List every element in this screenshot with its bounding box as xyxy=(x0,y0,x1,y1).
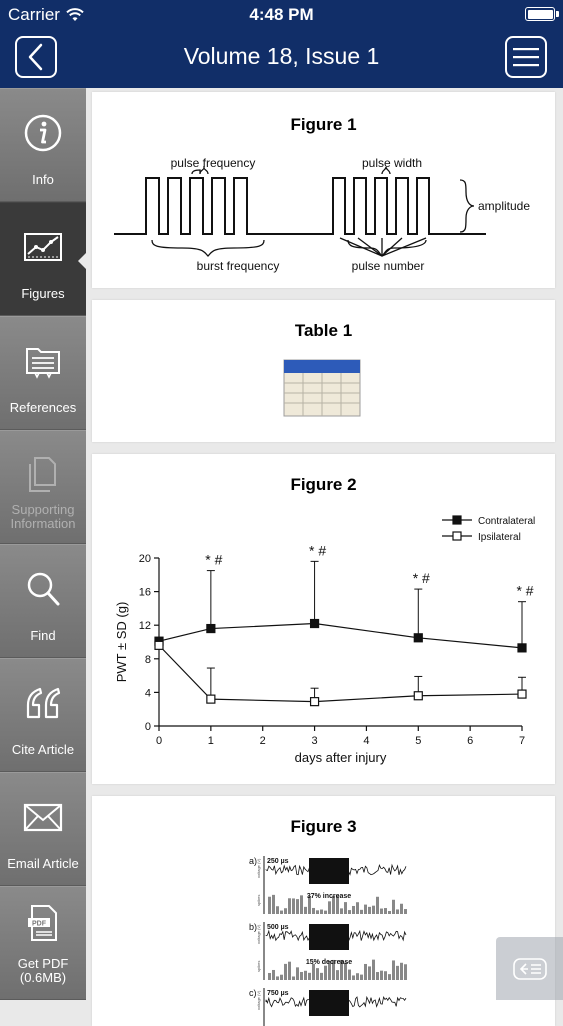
clock: 4:48 PM xyxy=(249,5,314,24)
stimulus-block xyxy=(309,858,349,884)
figure-title: Figure 1 xyxy=(290,115,357,134)
figures-chart-icon xyxy=(23,227,63,267)
spike-bar xyxy=(316,968,319,980)
spike-bar xyxy=(372,906,375,914)
spike-bar xyxy=(392,900,395,914)
chart-series xyxy=(155,542,534,705)
spike-bar xyxy=(292,898,295,914)
stimulus-block xyxy=(309,990,349,1016)
y-tick-label: 4 xyxy=(144,687,151,700)
spike-bar xyxy=(296,899,299,914)
spike-bar xyxy=(364,905,367,914)
spike-bar xyxy=(356,902,359,914)
hamburger-menu-icon xyxy=(513,46,539,68)
spike-bar xyxy=(312,964,315,980)
sidebar-item-get-pdf[interactable] xyxy=(0,886,86,1000)
data-point xyxy=(414,692,422,700)
panel-letter: a) xyxy=(249,856,258,866)
table-1-card[interactable] xyxy=(92,300,555,442)
spike-bar xyxy=(272,895,275,914)
spike-bar xyxy=(316,910,319,914)
figure-title: Figure 2 xyxy=(290,475,357,494)
x-tick-label: 4 xyxy=(363,735,370,747)
table-icon xyxy=(283,359,363,419)
pwt-line-chart xyxy=(92,454,555,784)
spike-bar xyxy=(320,973,323,980)
x-tick-label: 6 xyxy=(467,735,474,747)
sidebar-item-label: Info xyxy=(32,172,54,187)
x-tick-label: 7 xyxy=(518,735,526,747)
y-tick-label: 12 xyxy=(138,620,151,633)
sidebar-item-label: References xyxy=(9,400,77,415)
spike-bar xyxy=(324,911,327,914)
data-point xyxy=(311,620,319,628)
info-icon xyxy=(23,113,63,153)
spike-bar xyxy=(400,963,403,980)
panel-caption: 15% decrease xyxy=(305,959,353,966)
data-point xyxy=(518,690,526,698)
y-tick-label: 8 xyxy=(144,653,151,666)
significance-annotation: * # xyxy=(309,542,327,559)
chart-legend xyxy=(442,516,535,543)
spike-bar xyxy=(284,908,287,914)
table-title: Table 1 xyxy=(294,321,353,340)
envelope-icon xyxy=(23,797,63,837)
spike-bar xyxy=(348,910,351,914)
spike-bar xyxy=(404,964,407,980)
sidebar-item-cite-article[interactable] xyxy=(0,658,86,772)
x-tick-label: 0 xyxy=(155,735,163,747)
spike-bar xyxy=(368,966,371,980)
spike-bar xyxy=(372,960,375,980)
spike-bar xyxy=(388,974,391,980)
spike-bar xyxy=(328,901,331,914)
spike-bar xyxy=(336,970,339,980)
spike-bar xyxy=(300,895,303,914)
amplitude-label: amplitude xyxy=(478,199,531,213)
sidebar-item-label: Find xyxy=(30,628,56,643)
spikes-axis-label: spikes xyxy=(256,960,261,972)
panel-letter: c) xyxy=(249,988,257,998)
sidebar-item-label: Cite Article xyxy=(11,742,75,757)
spike-bar xyxy=(280,911,283,914)
spike-bar xyxy=(304,971,307,980)
legend-marker xyxy=(453,532,461,540)
figure-1-card[interactable] xyxy=(92,92,555,288)
spike-bar xyxy=(380,909,383,914)
significance-annotation: * # xyxy=(412,570,430,587)
spike-bar xyxy=(304,907,307,914)
stimulus-duration-label: 500 µs xyxy=(267,924,289,931)
spike-bar xyxy=(324,966,327,980)
spike-bar xyxy=(268,973,271,980)
voltage-axis-label: voltage (V) xyxy=(256,858,261,878)
spike-recording-figure xyxy=(92,796,555,1026)
x-tick-label: 3 xyxy=(311,735,318,747)
spike-bar xyxy=(364,964,367,980)
spike-bar xyxy=(344,902,347,914)
sidebar xyxy=(0,88,86,1000)
data-point xyxy=(207,625,215,633)
sidebar-item-references[interactable] xyxy=(0,316,86,430)
spike-bar xyxy=(296,967,299,980)
spike-bar xyxy=(352,975,355,980)
y-tick-label: 16 xyxy=(138,586,151,599)
chart-axes xyxy=(139,553,525,747)
figure-2-card[interactable] xyxy=(92,454,555,784)
x-tick-label: 1 xyxy=(207,735,214,747)
panel-caption: 37% increase xyxy=(306,893,352,900)
spike-bar xyxy=(356,973,359,980)
spike-bar xyxy=(348,970,351,980)
documents-icon xyxy=(23,455,63,495)
battery-icon xyxy=(525,7,555,21)
pdf-icon xyxy=(23,903,63,943)
spike-bar xyxy=(268,897,271,914)
spike-bar xyxy=(376,972,379,980)
legend-marker xyxy=(453,516,461,524)
x-tick-label: 2 xyxy=(259,735,266,747)
pulse-width-label: pulse width xyxy=(361,156,423,170)
chart-x-axis-label: days after injury xyxy=(294,750,387,765)
spike-bar xyxy=(288,962,291,980)
spike-bar xyxy=(392,960,395,980)
menu-button[interactable] xyxy=(505,36,547,78)
spike-bar xyxy=(360,975,363,980)
spike-bar xyxy=(396,909,399,914)
spike-bar xyxy=(300,972,303,980)
status-bar xyxy=(0,0,563,30)
stimulus-duration-label: 250 µs xyxy=(267,858,289,865)
spike-bar xyxy=(368,907,371,914)
figures-list xyxy=(86,88,563,1010)
voltage-axis-label: voltage (V) xyxy=(256,924,261,944)
figure-3-card[interactable] xyxy=(92,796,555,1026)
sidebar-item-supporting-information[interactable] xyxy=(0,430,86,544)
legend-entry: Contralateral xyxy=(478,516,536,527)
pulse-diagram xyxy=(92,92,555,288)
data-point xyxy=(414,634,422,642)
series-line-1 xyxy=(159,645,522,701)
spike-bar xyxy=(280,975,283,980)
spike-bar xyxy=(312,908,315,914)
sidebar-item-info[interactable] xyxy=(0,88,86,202)
stimulus-duration-label: 750 µs xyxy=(267,990,289,997)
data-point xyxy=(518,644,526,652)
legend-entry: Ipsilateral xyxy=(478,532,521,543)
spike-bar xyxy=(288,898,291,914)
spike-bar xyxy=(388,911,391,914)
quote-icon xyxy=(23,683,63,723)
chart-y-axis-label: PWT ± SD (g) xyxy=(114,601,129,683)
sidebar-item-find[interactable] xyxy=(0,544,86,658)
sidebar-item-figures[interactable] xyxy=(0,202,86,316)
significance-annotation: * # xyxy=(205,551,223,568)
panel-letter: b) xyxy=(249,922,258,932)
spike-bar xyxy=(340,908,343,914)
spike-bar xyxy=(276,906,279,914)
collapse-list-icon xyxy=(513,958,547,980)
spike-bar xyxy=(384,908,387,914)
spike-bar xyxy=(384,971,387,980)
spike-bar xyxy=(352,906,355,914)
collapse-sidebar-button[interactable] xyxy=(496,937,563,1000)
pulse-frequency-label: pulse frequency xyxy=(170,156,256,170)
stimulus-block xyxy=(309,924,349,950)
y-tick-label: 20 xyxy=(138,553,151,565)
sidebar-item-label: Figures xyxy=(21,286,65,301)
spike-bar xyxy=(380,971,383,980)
spike-bar xyxy=(360,910,363,914)
spike-bar xyxy=(376,897,379,914)
spike-bar xyxy=(400,904,403,914)
sidebar-item-label: Supporting Information xyxy=(10,502,76,531)
spike-bar xyxy=(272,970,275,980)
spike-bar xyxy=(396,966,399,980)
carrier-label: Carrier xyxy=(8,5,60,24)
spike-bar xyxy=(404,909,407,914)
spike-bar xyxy=(284,964,287,980)
sidebar-item-label: Email Article xyxy=(7,856,79,871)
burst-frequency-label: burst frequency xyxy=(196,259,280,273)
top-navigation-bar xyxy=(0,0,563,88)
figure-title: Figure 3 xyxy=(290,817,357,836)
data-point xyxy=(155,641,163,649)
spike-bar xyxy=(320,910,323,914)
pulse-number-label: pulse number xyxy=(351,259,425,273)
svg-text:PDF: PDF xyxy=(32,920,46,928)
spike-bar xyxy=(292,976,295,980)
sidebar-item-label: Get PDF (0.6MB) xyxy=(17,956,69,985)
significance-annotation: * # xyxy=(516,582,534,599)
page-title: Volume 18, Issue 1 xyxy=(183,43,380,69)
spike-bar xyxy=(276,976,279,980)
x-tick-label: 5 xyxy=(415,735,422,747)
references-folder-icon xyxy=(23,341,63,381)
spike-bar xyxy=(308,973,311,980)
spikes-axis-label: spikes xyxy=(256,894,261,906)
sidebar-item-email-article[interactable] xyxy=(0,772,86,886)
data-point xyxy=(207,695,215,703)
data-point xyxy=(311,698,319,706)
voltage-axis-label: voltage (V) xyxy=(256,990,261,1010)
search-icon xyxy=(23,569,63,609)
y-tick-label: 0 xyxy=(144,721,151,733)
